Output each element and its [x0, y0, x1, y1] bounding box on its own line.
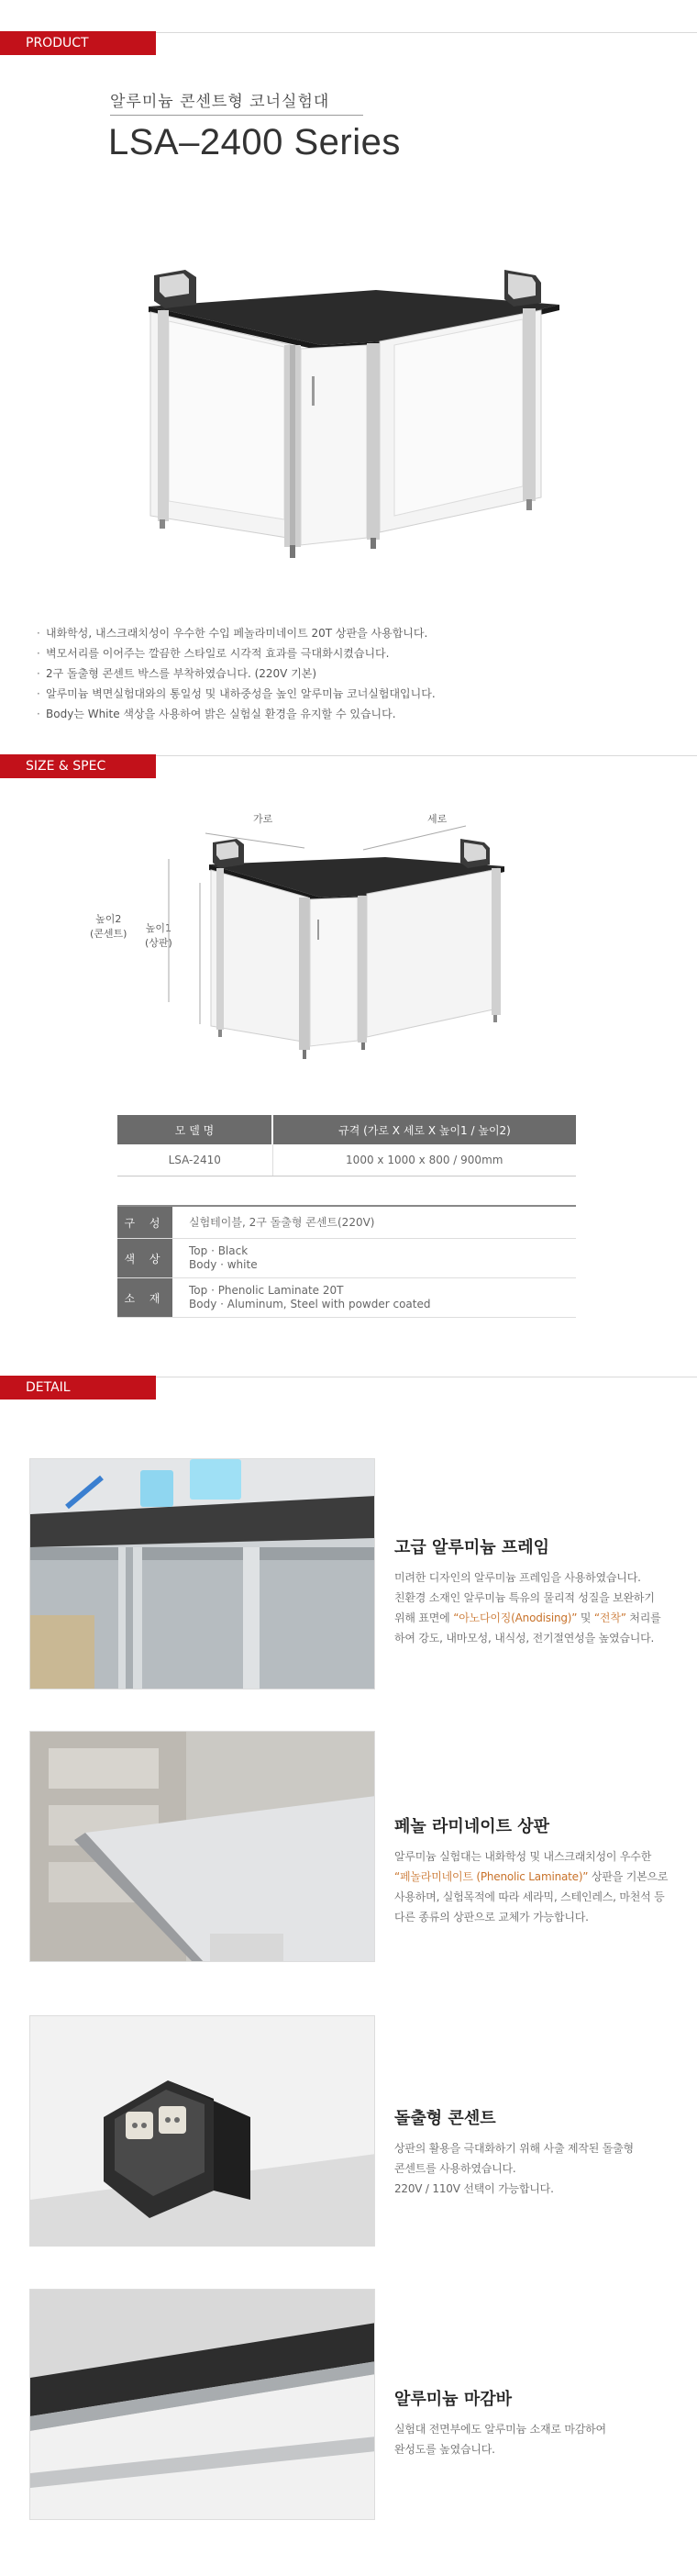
detail-highlight: “페놀라미네이트 (Phenolic Laminate)” — [394, 1870, 589, 1883]
height2-label-line: 높이2 — [95, 913, 122, 925]
feature-item: · 알루미늄 벽면실험대와의 통일성 및 내하중성을 높인 알루미늄 코너실험대입니다. — [37, 684, 660, 704]
model-header: 모 델 명 — [117, 1115, 272, 1144]
corner-bench-image — [138, 257, 569, 587]
detail-title: 고급 알루미늄 프레임 — [394, 1538, 550, 1557]
info-label: 색 상 — [117, 1239, 172, 1277]
info-row-color — [117, 1239, 576, 1278]
detail-line: 완성도를 높였습니다. — [394, 2443, 495, 2456]
info-label: 소 재 — [117, 1278, 172, 1317]
detail-line: 하여 강도, 내마모성, 내식성, 전기절연성을 높였습니다. — [394, 1632, 655, 1645]
feature-item: · 내화학성, 내스크래치성이 우수한 수입 페놀라미네이트 20T 상판을 사용합니다. — [37, 623, 660, 643]
aluminum-frame-photo — [29, 1458, 375, 1689]
feature-item: · Body는 White 색상을 사용하여 밝은 실험실 환경을 유지할 수 있습니다. — [37, 704, 660, 724]
detail-line: 다른 종류의 상판으로 교체가 가능합니다. — [394, 1911, 589, 1924]
feature-item: · 2구 돌출형 콘센트 박스를 부착하였습니다. (220V 기본) — [37, 664, 660, 684]
dimension-drawing — [128, 817, 523, 1083]
detail-description — [394, 1567, 679, 1648]
detail-description — [394, 1846, 679, 1927]
subtitle-underline — [110, 115, 363, 116]
detail-line: 220V / 110V 선택이 가능합니다. — [394, 2182, 554, 2195]
info-label: 구 성 — [117, 1207, 172, 1238]
size-cell: 1000 x 1000 x 800 / 900mm — [272, 1144, 576, 1176]
feature-item: · 벽모서리를 이어주는 깔끔한 스타일로 시각적 효과를 극대화시켰습니다. — [37, 643, 660, 664]
detail-line: 사용하며, 실험목적에 따라 세라믹, 스테인레스, 마천석 등 — [394, 1890, 665, 1903]
size-header: 규격 (가로 X 세로 X 높이1 / 높이2) — [272, 1115, 576, 1144]
detail-line: 친환경 소재인 알루미늄 특유의 물리적 성질을 보완하기 — [394, 1591, 655, 1604]
detail-text: 상판을 기본으로 — [588, 1870, 669, 1883]
height1-label-note: (상판) — [145, 937, 172, 949]
product-subtitle: 알루미늄 콘센트형 코너실험대 — [110, 93, 330, 111]
detail-text: 위해 표면에 — [394, 1611, 454, 1624]
model-cell: LSA-2410 — [117, 1144, 272, 1176]
info-value — [172, 1278, 430, 1317]
detail-line: 알루미늄 실험대는 내화학성 및 내스크래치성이 우수한 — [394, 1850, 652, 1863]
depth-label: 세로 — [427, 813, 448, 825]
detail-line — [394, 1608, 679, 1628]
outlet-photo — [29, 2015, 375, 2247]
info-value-line: Body · Aluminum, Steel with powder coated — [189, 1298, 431, 1310]
spec-table — [117, 1115, 576, 1176]
detail-description — [394, 2419, 679, 2459]
info-value — [172, 1207, 374, 1238]
detail-title: 돌출형 콘센트 — [394, 2109, 496, 2128]
product-title: LSA–2400 Series — [108, 122, 401, 162]
info-value-line: Top · Black — [189, 1244, 249, 1257]
info-row-composition — [117, 1207, 576, 1239]
detail-title: 페놀 라미네이트 상판 — [394, 1817, 550, 1836]
info-value-line: Top · Phenolic Laminate 20T — [189, 1284, 344, 1297]
spec-info-table — [117, 1205, 576, 1318]
detail-section-tab: DETAIL — [0, 1376, 156, 1400]
detail-line — [394, 1867, 679, 1887]
phenolic-top-photo — [29, 1731, 375, 1962]
finishing-bar-photo — [29, 2289, 375, 2520]
detail-line: 실험대 전면부에도 알루미늄 소재로 마감하여 — [394, 2423, 606, 2436]
spec-section-tab: SIZE & SPEC — [0, 754, 156, 778]
info-value-line: 실험테이블, 2구 돌출형 콘센트(220V) — [189, 1215, 375, 1229]
detail-line: 콘센트를 사용하였습니다. — [394, 2162, 516, 2175]
detail-highlight: “전착” — [593, 1611, 626, 1624]
detail-line: 상판의 활용을 극대화하기 위해 사출 제작된 돌출형 — [394, 2142, 634, 2155]
detail-title: 알루미늄 마감바 — [394, 2390, 512, 2409]
height2-label — [90, 912, 127, 942]
height2-label-note: (콘센트) — [90, 928, 127, 940]
detail-text: 및 — [577, 1611, 594, 1624]
info-value-line: Body · white — [189, 1258, 258, 1271]
height1-label-line: 높이1 — [145, 922, 172, 934]
product-section-tab: PRODUCT — [0, 31, 156, 55]
width-label: 가로 — [253, 813, 273, 825]
detail-highlight: “아노다이징(Anodising)” — [453, 1611, 578, 1624]
detail-text: 처리를 — [625, 1611, 661, 1624]
product-feature-list — [37, 623, 660, 724]
detail-description — [394, 2138, 679, 2199]
info-row-material — [117, 1278, 576, 1318]
detail-line: 미려한 디자인의 알루미늄 프레임을 사용하였습니다. — [394, 1571, 641, 1584]
info-value — [172, 1239, 258, 1277]
